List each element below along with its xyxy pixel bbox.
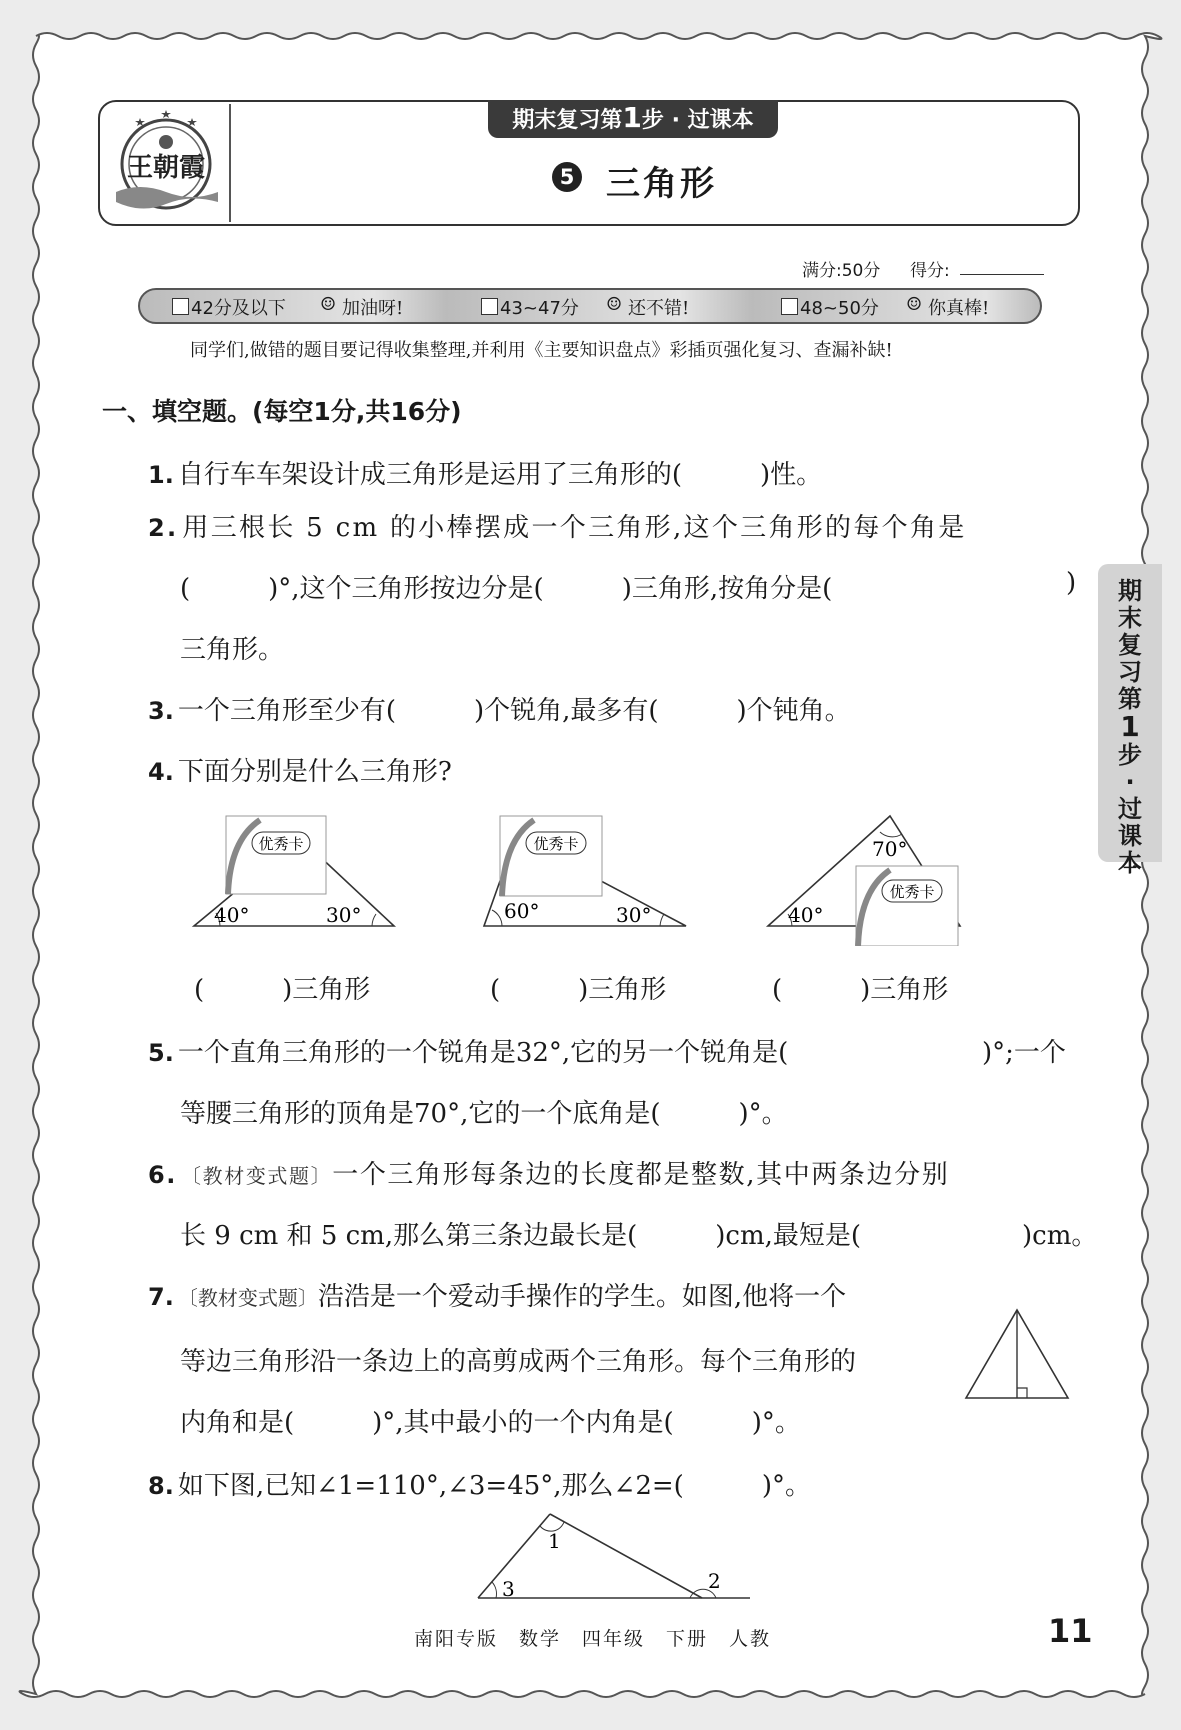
q8-angle-label-1: 1 [548,1529,561,1553]
q6-number: 6. [148,1161,178,1189]
full-score: 满分:50分 [802,261,881,281]
question-3 [148,690,851,727]
level-range-3: 48~50分 [800,298,879,319]
level-checkbox-2[interactable] [481,298,498,315]
question-7 [148,1276,846,1313]
triangle-1 [194,816,394,927]
level-comment-3: 你真棒! [928,298,990,319]
t2-angle-b: 30° [616,903,652,927]
level-face-icon-1: ☺ [320,294,337,315]
q7-equilateral-triangle-figure [962,1306,1072,1402]
t2-angle-a: 60° [504,899,540,923]
q2-text-line2-end: ) [1066,568,1077,598]
level-face-icon-3: ☺ [906,294,923,315]
covering-card-2 [500,816,602,896]
q4-text: 下面分别是什么三角形? [177,757,452,787]
question-1 [148,454,822,491]
chapter-number: 5 [552,162,582,192]
side-tab-prefix: 期 末 复 习 第 [1118,577,1142,713]
q8-text: 如下图,已知∠1=110°,∠3=45°,那么∠2=( )°。 [177,1471,811,1501]
page-number: 11 [1048,1612,1093,1650]
level-checkbox-3[interactable] [781,298,798,315]
q4-answer-3: ( )三角形 [772,975,949,1005]
question-8 [148,1465,811,1502]
level-face-icon-2: ☺ [606,294,623,315]
question-4 [148,751,452,788]
q5-number: 5. [148,1039,174,1067]
side-tab-text [1110,578,1150,877]
score-blank[interactable] [960,274,1044,275]
question-2 [148,507,967,544]
q1-text: 自行车车架设计成三角形是运用了三角形的( )性。 [177,460,823,490]
card-label-3: 优秀卡 [889,883,935,901]
q8-angle-label-3: 3 [502,1577,515,1601]
side-tab-suffix: 步 · 过 课 本 [1118,741,1142,877]
section-title: 一、填空题。(每空1分,共16分) [102,397,462,426]
covering-card-1 [226,816,326,894]
level-range-1: 42分及以下 [191,298,286,319]
q6-text-line2-end: )cm。 [1022,1221,1098,1251]
level-comment-1: 加油呀! [342,298,404,319]
score-label: 得分: [910,261,950,281]
banner-suffix: 步 · 过课本 [641,108,754,133]
q8-triangle-figure [470,1508,760,1604]
q5-text-line2: 等腰三角形的顶角是70°,它的一个底角是( )°。 [180,1099,788,1129]
header-divider [229,104,231,222]
triangle-2 [484,816,686,927]
t3-angle-b: 70° [872,837,908,861]
q4-number: 4. [148,758,174,786]
q6-text-line2: 长 9 cm 和 5 cm,那么第三条边最长是( )cm,最短是( [180,1221,862,1251]
q2-text-line2: ( )°,这个三角形按边分是( )三角形,按角分是( [180,574,833,604]
level-checkbox-1[interactable] [172,298,189,315]
q6-text-line1: 一个三角形每条边的长度都是整数,其中两条边分别 [332,1160,950,1190]
q2-number: 2. [148,514,179,542]
t3-angle-a: 40° [788,903,824,927]
banner-prefix: 期末复习第 [512,108,623,133]
q3-number: 3. [148,697,174,725]
q4-answer-1: ( )三角形 [194,975,371,1005]
card-label-2: 优秀卡 [533,835,579,853]
q2-text-line1: 用三根长 5 cm 的小棒摆成一个三角形,这个三角形的每个角是 [182,513,967,543]
step-banner [488,100,778,138]
q7-tag: 〔教材变式题〕 [177,1286,318,1310]
t1-angle-b: 30° [326,903,362,927]
covering-card-3 [856,866,958,946]
side-tab-step: 1 [1120,710,1140,743]
logo-text: 王朝霞 [126,153,206,183]
q7-text-line1: 浩浩是一个爱动手操作的学生。如图,他将一个 [317,1282,847,1312]
t1-angle-a: 40° [214,903,250,927]
q7-number: 7. [148,1283,174,1311]
q6-tag: 〔教材变式题〕 [181,1164,333,1188]
q7-text-line2: 等边三角形沿一条边上的高剪成两个三角形。每个三角形的 [180,1347,857,1377]
q4-triangles-figure [180,810,1060,946]
q8-number: 8. [148,1472,174,1500]
banner-step: 1 [622,101,642,134]
question-5 [148,1032,788,1069]
instruction-note: 同学们,做错的题目要记得收集整理,并利用《主要知识盘点》彩插页强化复习、查漏补缺! [190,340,893,361]
q2-text-line3: 三角形。 [180,635,285,665]
footer-text: 南阳专版 数学 四年级 下册 人教 [414,1628,772,1650]
q8-angle-label-2: 2 [708,1569,721,1593]
level-comment-2: 还不错! [628,298,690,319]
q5-text-line1-end: )°;一个 [982,1038,1066,1068]
q4-answer-2: ( )三角形 [490,975,667,1005]
card-label-1: 优秀卡 [258,835,304,853]
brand-logo-icon [110,106,228,216]
level-range-2: 43~47分 [500,298,579,319]
triangle-3 [768,816,960,946]
q3-text: 一个三角形至少有( )个锐角,最多有( )个钝角。 [177,696,851,726]
q1-number: 1. [148,461,174,489]
chapter-title: 三角形 [606,164,717,204]
q5-text-line1: 一个直角三角形的一个锐角是32°,它的另一个锐角是( [177,1038,789,1068]
question-6 [148,1154,949,1191]
q7-text-line3: 内角和是( )°,其中最小的一个内角是( )°。 [180,1408,801,1438]
